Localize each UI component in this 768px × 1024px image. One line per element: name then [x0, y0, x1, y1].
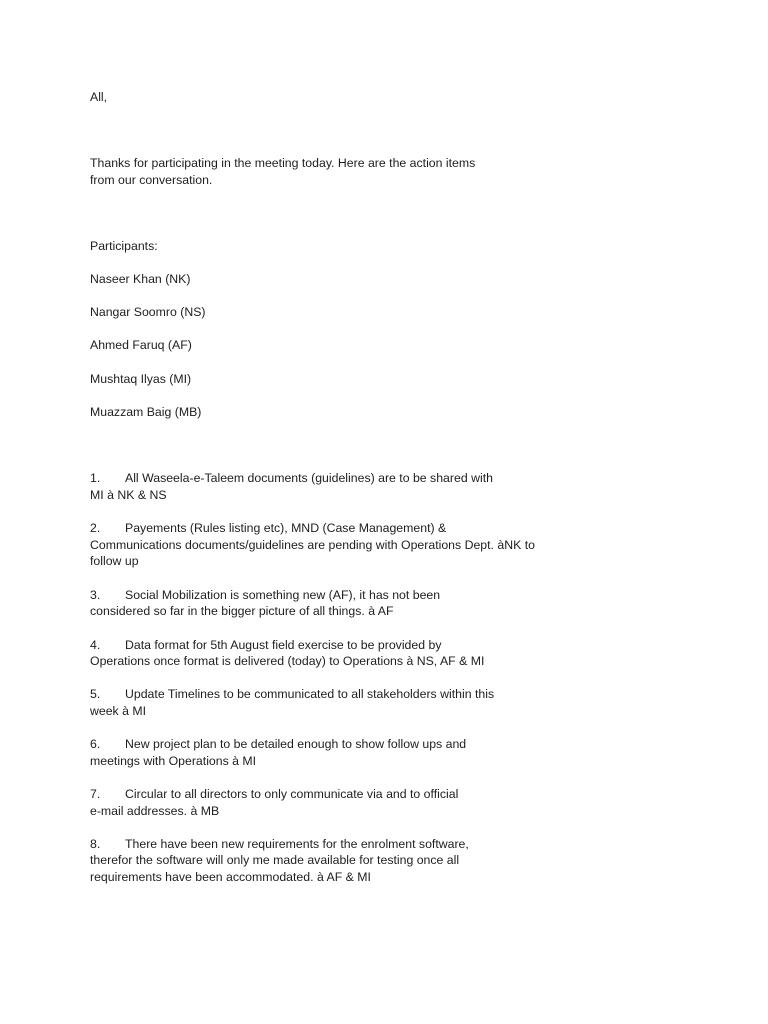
action-item-number: 1. [90, 471, 101, 485]
action-item-text: New project plan to be detailed enough to show follow ups and [125, 737, 467, 751]
action-item-number: 4. [90, 638, 101, 652]
action-item-text: There have been new requirements for the enrolment software, [125, 837, 469, 851]
participant-item: Nangar Soomro (NS) [90, 305, 206, 319]
participant-item: Naseer Khan (NK) [90, 272, 191, 286]
action-item-3 [90, 587, 440, 604]
action-item-number: 2. [90, 521, 101, 535]
action-item-text: meetings with Operations à MI [90, 754, 257, 768]
action-item-text: Operations once format is delivered (today) to Operations à NS, AF & MI [90, 654, 485, 668]
action-item-4 [90, 637, 441, 654]
action-item-text: All Waseela-e-Taleem documents (guidelines) are to be shared with [125, 471, 493, 485]
action-item-text: therefor the software will only me made available for testing once all [90, 853, 460, 867]
action-item-text: Social Mobilization is something new (AF), it has not been [125, 588, 441, 602]
action-item-text: Circular to all directors to only communicate via and to official [125, 787, 459, 801]
greeting: All, [90, 90, 108, 104]
action-item-text: considered so far in the bigger picture of all things. à AF [90, 604, 394, 618]
action-item-2 [90, 520, 446, 537]
action-item-text: MI à NK & NS [90, 488, 167, 502]
action-item-6 [90, 736, 466, 753]
action-item-text: follow up [90, 554, 139, 568]
participants-heading: Participants: [90, 239, 158, 253]
action-item-number: 5. [90, 687, 101, 701]
action-item-text: requirements have been accommodated. à AF & MI [90, 870, 371, 884]
action-item-5 [90, 686, 494, 703]
action-item-text: Data format for 5th August field exercise to be provided by [125, 638, 442, 652]
participant-item: Ahmed Faruq (AF) [90, 338, 192, 352]
intro-line: Thanks for participating in the meeting today. Here are the action items [90, 156, 476, 170]
action-item-8 [90, 836, 469, 853]
intro-line: from our conversation. [90, 173, 213, 187]
action-item-text: Update Timelines to be communicated to all stakeholders within this [125, 687, 495, 701]
action-item-1 [90, 470, 493, 487]
action-item-number: 7. [90, 787, 101, 801]
participant-item: Mushtaq Ilyas (MI) [90, 372, 192, 386]
participant-item: Muazzam Baig (MB) [90, 405, 202, 419]
action-item-number: 3. [90, 588, 101, 602]
action-item-number: 8. [90, 837, 101, 851]
action-item-text: Communications documents/guidelines are pending with Operations Dept. àNK to [90, 538, 535, 552]
action-item-7 [90, 786, 458, 803]
action-item-text: Payements (Rules listing etc), MND (Case Management) & [125, 521, 447, 535]
action-item-text: week à MI [90, 704, 147, 718]
action-item-text: e-mail addresses. à MB [90, 804, 220, 818]
action-item-number: 6. [90, 737, 101, 751]
